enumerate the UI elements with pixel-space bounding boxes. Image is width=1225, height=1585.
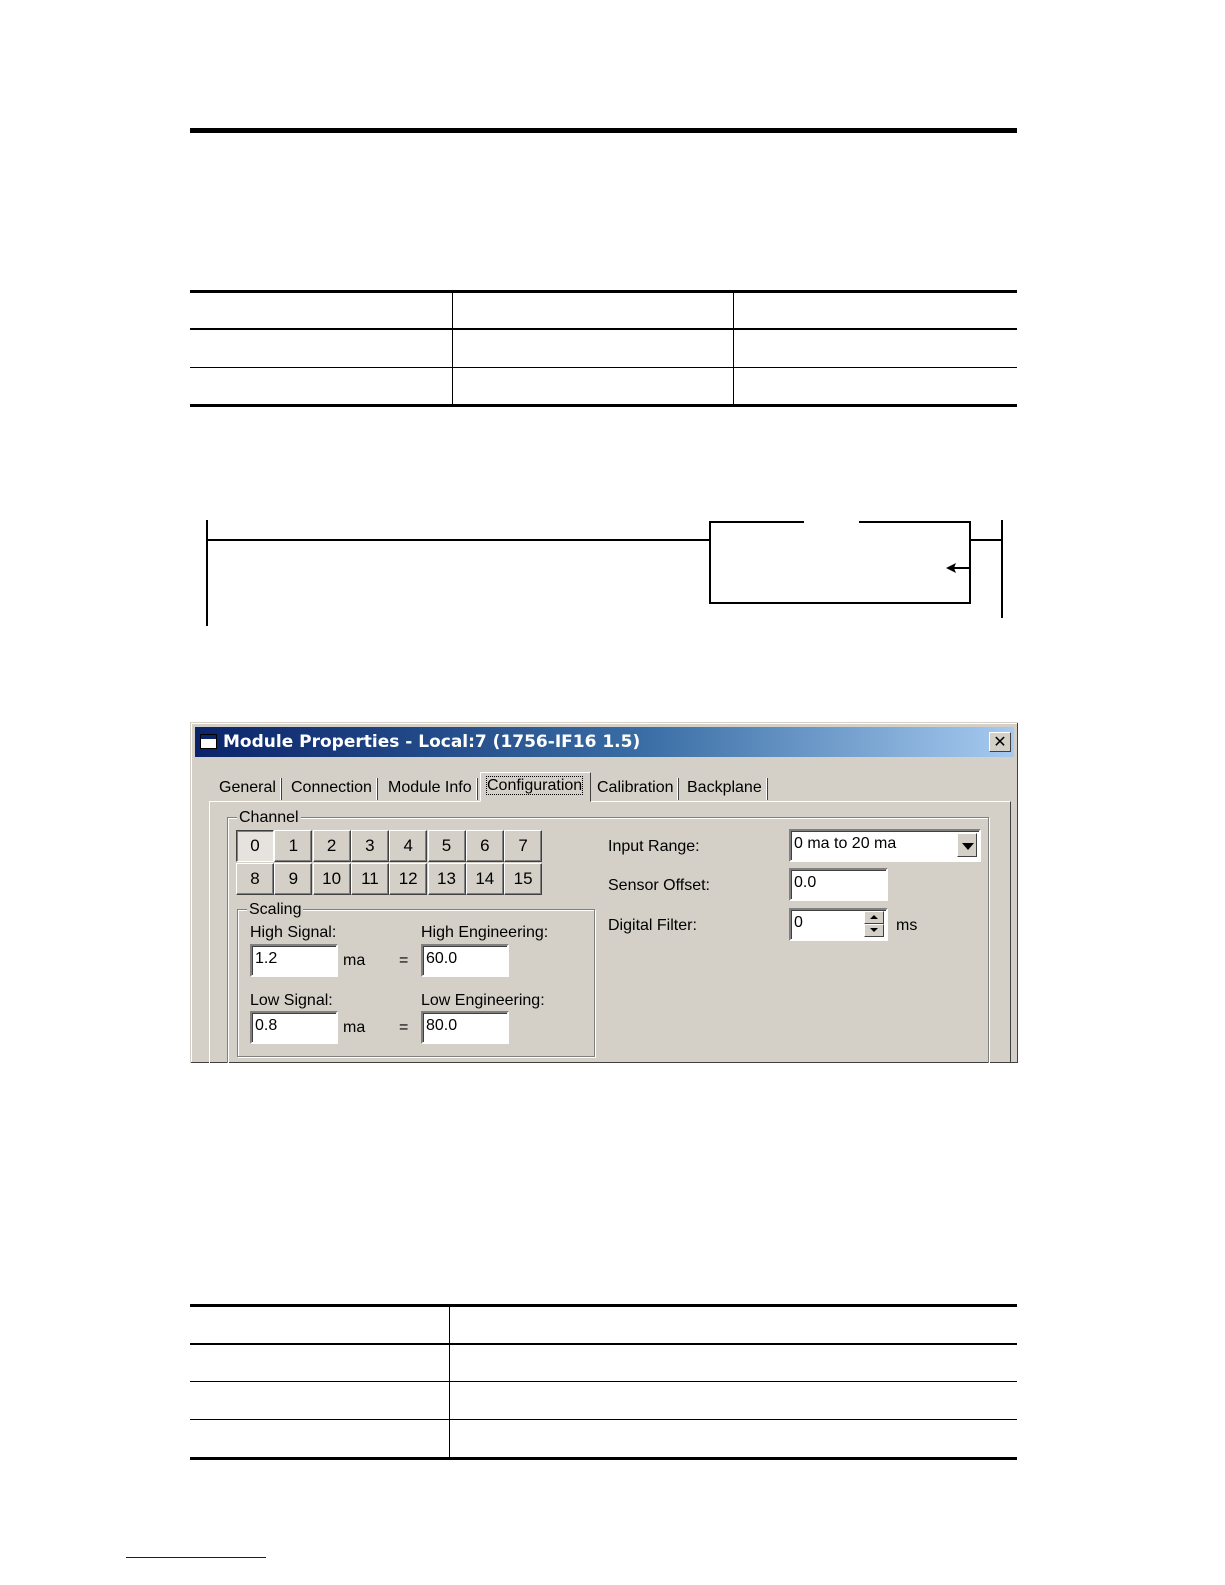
digital-filter-input[interactable] [789,908,888,941]
channel-group-label: Channel [239,809,299,826]
channel-button-11[interactable]: 11 [351,863,389,895]
low-engineering-input[interactable]: 80.0 [421,1011,509,1044]
digital-filter-label: Digital Filter: [608,917,697,934]
chevron-down-icon[interactable] [957,833,977,857]
low-signal-input[interactable]: 0.8 [250,1011,338,1044]
title-bar[interactable] [195,727,1014,757]
table-2-top-rule [190,1304,1017,1307]
sensor-offset-input[interactable]: 0.0 [789,868,888,901]
channel-button-7[interactable]: 7 [504,830,542,862]
tab-configuration[interactable] [480,772,591,802]
high-signal-unit: ma [343,952,366,969]
tab-label: Configuration [487,777,583,794]
rung-line [206,539,710,541]
tab-label: General [219,779,276,796]
tab-module-info[interactable] [382,775,478,801]
tab-label: Backplane [687,779,762,796]
scaling-group-label: Scaling [249,901,302,918]
footer-link-underline[interactable] [126,1557,266,1558]
table-1-top-rule [190,290,1017,293]
table-2-bottom-rule [190,1457,1017,1460]
channel-button-15[interactable]: 15 [504,863,542,895]
high-signal-label: High Signal: [250,924,337,941]
digital-filter-value: 0 [794,914,803,931]
spin-up-icon[interactable] [864,911,884,924]
tab-label: Calibration [597,779,674,796]
low-signal-label: Low Signal: [250,992,333,1009]
high-engineering-input[interactable]: 60.0 [421,944,509,977]
input-range-label: Input Range: [608,838,700,855]
digital-filter-unit: ms [896,917,918,934]
channel-button-2[interactable]: 2 [313,830,351,862]
channel-button-12[interactable]: 12 [389,863,427,895]
low-equals-sign: = [399,1019,409,1036]
high-equals-sign: = [399,952,409,969]
channel-button-5[interactable]: 5 [428,830,466,862]
window-icon[interactable] [200,734,217,749]
channel-button-4[interactable]: 4 [389,830,427,862]
spin-down-icon[interactable] [864,924,884,937]
tab-general[interactable] [213,775,282,801]
left-power-rail [206,520,208,626]
right-power-rail [1001,520,1003,618]
table-2-row-rule-1 [190,1381,1017,1382]
channel-button-3[interactable]: 3 [351,830,389,862]
low-engineering-label: Low Engineering: [421,992,545,1009]
instruction-box-title-gap [804,520,859,524]
header-rule [190,128,1017,133]
table-2-row-rule-2 [190,1419,1017,1420]
input-range-value: 0 ma to 20 ma [794,835,897,852]
channel-button-8[interactable]: 8 [236,863,274,895]
channel-button-13[interactable]: 13 [428,863,466,895]
dialog-title: Module Properties - Local:7 (1756-IF16 1.5) [223,732,641,752]
close-button[interactable] [989,732,1011,752]
table-1-row-rule [190,367,1017,368]
arrow-left-icon [945,560,971,576]
tab-label: Module Info [388,779,472,796]
tab-label: Connection [291,779,372,796]
tab-connection[interactable] [285,775,378,801]
table-2-col-divider [449,1307,450,1457]
tab-calibration[interactable] [591,775,679,801]
table-1-bottom-rule [190,404,1017,407]
channel-button-10[interactable]: 10 [313,863,351,895]
high-engineering-label: High Engineering: [421,924,549,941]
table-1-col-divider-1 [452,293,453,404]
channel-button-9[interactable]: 9 [274,863,312,895]
channel-button-14[interactable]: 14 [466,863,504,895]
table-1-header-rule [190,328,1017,330]
table-1-col-divider-2 [733,293,734,404]
table-2-header-rule [190,1343,1017,1345]
rung-output-line [971,539,1003,541]
instruction-box [709,521,971,604]
low-signal-unit: ma [343,1019,366,1036]
high-signal-input[interactable]: 1.2 [250,944,338,977]
close-icon: ✕ [993,732,1007,751]
input-range-select[interactable] [789,829,981,862]
channel-button-6[interactable]: 6 [466,830,504,862]
sensor-offset-label: Sensor Offset: [608,877,710,894]
channel-button-0[interactable]: 0 [236,830,274,862]
channel-button-1[interactable]: 1 [274,830,312,862]
module-properties-dialog [190,722,1018,1063]
tab-backplane[interactable] [681,775,768,801]
